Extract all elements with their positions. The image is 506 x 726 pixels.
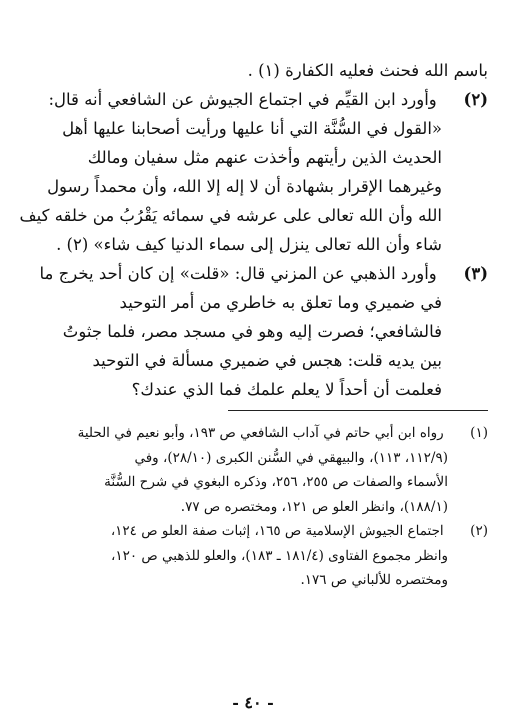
item-3-line-4: بين يديه قلت: هجس في ضميري مسألة في التوحيد (92, 351, 442, 370)
footnote-2-text: اجتماع الجيوش الإسلامية ص ١٦٥، إثبات صفة العلو ص ١٢٤، (110, 523, 444, 539)
footnote-2-number: (٢) (470, 523, 488, 539)
footnote-separator (228, 410, 488, 411)
item-2 (16, 85, 488, 259)
item-2-number: (٢) (463, 90, 488, 109)
footnote-2-line-3: ومختصره للألباني ص ١٧٦. (300, 572, 448, 588)
item-3-text: وأورد الذهبي عن المزني قال: «قلت» إن كان أحد يخرج ما (39, 264, 437, 283)
footnote-1-number: (١) (470, 425, 488, 441)
item-2-line-3: الحديث الذين رأيتهم وأخذت عنهم مثل سفيان ومالك (87, 148, 442, 167)
item-2-line-4: وغيرهما الإقرار بشهادة أن لا إله إلا الله، وأن محمداً رسول (47, 177, 442, 196)
item-2-line-5: الله وأن الله تعالى على عرشه في سمائه يَقْرُبُ من خلقه كيف (19, 206, 442, 225)
footnote-2 (16, 519, 488, 593)
item-3-line-1 (16, 259, 488, 288)
item-3-line-2: في ضميري وما تعلق به خاطري من أمر التوحيد (119, 293, 442, 312)
item-3 (16, 259, 488, 404)
item-2-line-1 (16, 85, 488, 114)
intro-text: باسم الله فحنث فعليه الكفارة (١) . (247, 61, 488, 80)
footnote-1-text: رواه ابن أبي حاتم في آداب الشافعي ص ١٩٣، وأبو نعيم في الحلية (77, 425, 444, 441)
footnote-1-line-3: الأسماء والصفات ص ٢٥٥، ٢٥٦، وذكره البغوي في شرح السُّنَّة (104, 474, 448, 490)
footnote-2-line-2: وانظر مجموع الفتاوى (١٨١/٤ ـ ١٨٣)، والعلو للذهبي ص ١٢٠، (110, 547, 448, 564)
item-3-line-5: فعلمت أن أحداً لا يعلم علمك فما الذي عندك؟ (131, 380, 442, 399)
item-3-line-3: فالشافعي؛ فصرت إليه وهو في مسجد مصر، فلما جثوتُ (62, 322, 442, 341)
item-3-number: (٣) (463, 264, 488, 283)
intro-line (16, 56, 488, 85)
footnote-1-line-1 (16, 421, 488, 446)
item-2-text: وأورد ابن القيِّم في اجتماع الجيوش عن الشافعي أنه قال: (48, 90, 437, 109)
footnote-2-line-1 (16, 519, 488, 544)
item-2-line-6: شاء وأن الله تعالى ينزل إلى سماء الدنيا كيف شاء» (٢) . (56, 235, 442, 254)
footnote-1-line-4: (١٨٨/١)، وانظر العلو ص ١٢١، ومختصره ص ٧٧. (180, 498, 448, 515)
page-number: - ٤٠ - (232, 693, 274, 712)
footnote-1 (16, 421, 488, 519)
item-2-line-2: «القول في السُّنَّة التي أنا عليها ورأيت أصحابنا عليها أهل (62, 119, 442, 138)
footnote-1-line-2: (١١٢/٩، ١١٣)، والبيهقي في السُّنن الكبرى (٢٨/١٠)، وفي (134, 449, 448, 466)
